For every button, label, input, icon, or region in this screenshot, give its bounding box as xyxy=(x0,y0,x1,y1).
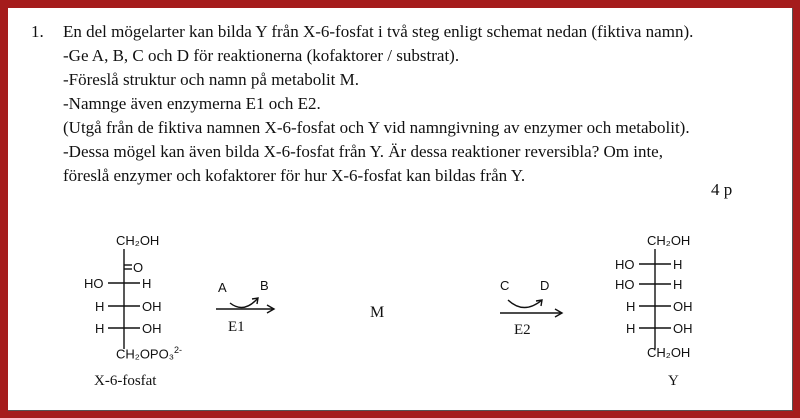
question-line-6: -Dessa mögel kan även bilda X-6-fosfat från Y. Är dessa reaktioner reversibla? Om inte, xyxy=(63,142,663,161)
x6p-c5-left: H xyxy=(95,321,105,336)
document-page xyxy=(8,8,793,411)
question-line-5: (Utgå från de fiktiva namnen X-6-fosfat och Y vid namngivning av enzymer och metabolit). xyxy=(63,118,690,137)
x6p-bottom-charge: 2- xyxy=(174,345,183,355)
x6p-top-group: CH₂OH xyxy=(116,233,160,248)
x6p-c5-right: OH xyxy=(142,321,162,336)
y-c2-right: H xyxy=(673,257,683,272)
question-line-4: -Namnge även enzymerna E1 och E2. xyxy=(63,94,321,113)
x6p-bottom-group xyxy=(116,345,182,361)
question-line-3: -Föreslå struktur och namn på metabolit M. xyxy=(63,70,360,89)
y-bottom-group: CH₂OH xyxy=(647,345,691,360)
x6p-carbonyl-oxygen: O xyxy=(133,260,144,275)
metabolite-m: M xyxy=(370,304,385,321)
x6p-bottom-formula: CH₂OPO₃ xyxy=(116,346,175,362)
arrow-e1-cofactor-curve xyxy=(230,298,258,307)
y-c5-right: OH xyxy=(673,321,693,336)
y-c4-right: OH xyxy=(673,299,693,314)
enzyme-e2: E2 xyxy=(514,322,531,338)
question-line-1: En del mögelarter kan bilda Y från X-6-fosfat i två steg enligt schemat nedan (fiktiva namn). xyxy=(63,22,694,41)
y-label: Y xyxy=(668,373,679,389)
question-line-2: -Ge A, B, C och D för reaktionerna (kofaktorer / substrat). xyxy=(63,46,460,65)
x6p-c4-right: OH xyxy=(142,299,162,314)
y-top-group: CH₂OH xyxy=(647,233,691,248)
x6p-c4-left: H xyxy=(95,299,105,314)
y-c3-left: HO xyxy=(615,277,635,292)
x6p-c3-right: H xyxy=(142,276,152,291)
step1-product-b: B xyxy=(260,278,269,293)
y-c2-left: HO xyxy=(615,257,635,272)
question-line-7: föreslå enzymer och kofaktorer för hur X-6-fosfat kan bildas från Y. xyxy=(63,166,526,185)
y-c4-left: H xyxy=(626,299,636,314)
y-c5-left: H xyxy=(626,321,636,336)
step2-product-d: D xyxy=(540,278,550,293)
points-label: 4 p xyxy=(711,180,733,199)
y-c3-right: H xyxy=(673,277,683,292)
x6p-c3-left: HO xyxy=(84,276,104,291)
step2-substrate-c: C xyxy=(500,278,510,293)
x6p-label: X-6-fosfat xyxy=(94,373,157,389)
question-number: 1. xyxy=(31,22,44,41)
step1-substrate-a: A xyxy=(218,280,227,295)
enzyme-e1: E1 xyxy=(228,319,245,335)
